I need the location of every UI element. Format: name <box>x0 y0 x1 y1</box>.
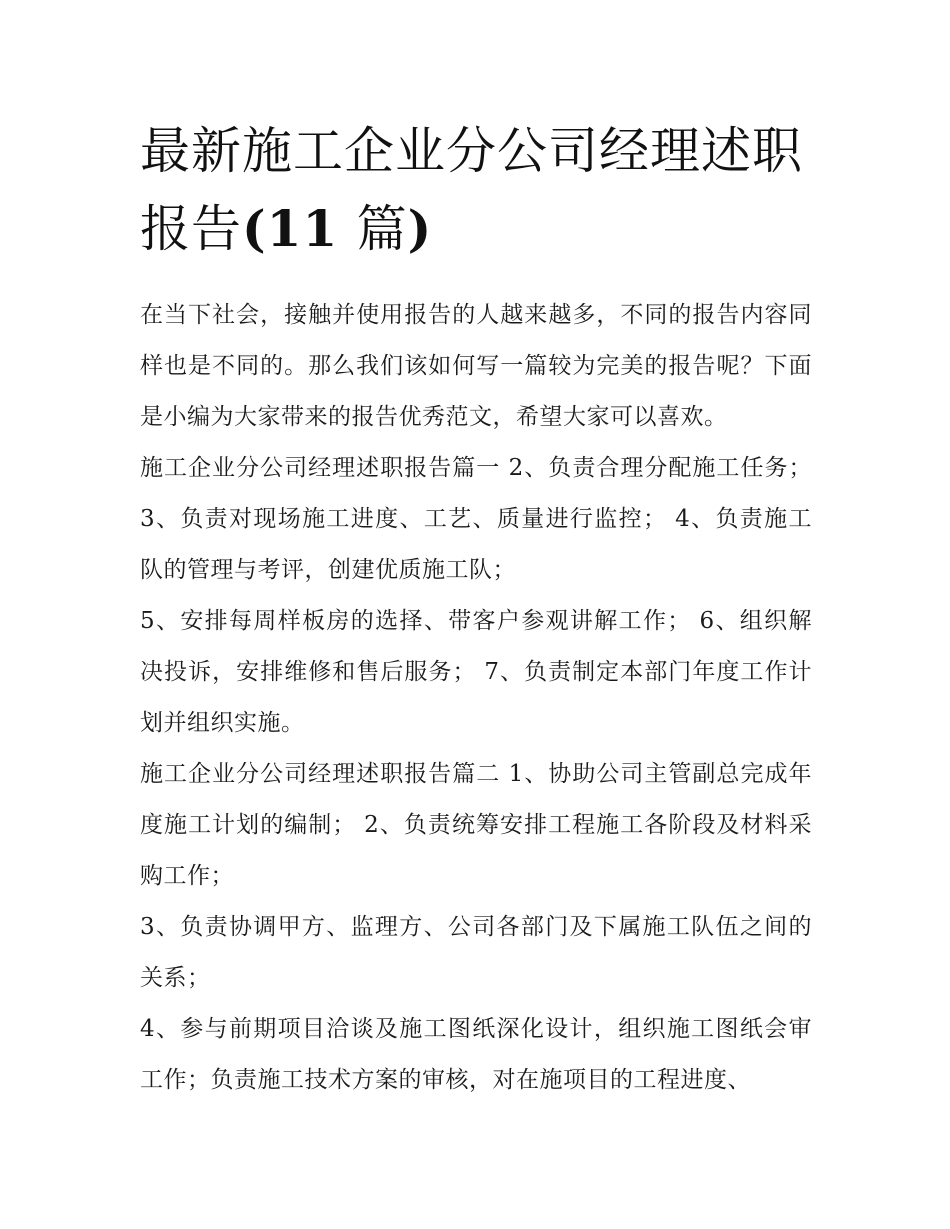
title-line-2-count-close: ) <box>407 199 433 258</box>
title-line-1: 最新施工企业分公司经理述职 <box>140 122 803 180</box>
title-line-2-count-open: (11 <box>242 199 357 258</box>
paragraph-report-1-cont: 5、安排每周样板房的选择、带客户参观讲解工作； 6、组织解决投诉，安排维修和售后服务； 7、负责制定本部门年度工作计划并组织实施。 <box>140 608 812 736</box>
paragraph-report-2-item-4: 4、参与前期项目洽谈及施工图纸深化设计，组织施工图纸会审工作；负责施工技术方案的审核，对在施项目的工程进度、 <box>140 1016 812 1093</box>
title-line-2-unit: 篇 <box>356 200 408 258</box>
paragraph-report-2: 施工企业分公司经理述职报告篇二 1、协助公司主管副总完成年度施工计划的编制； 2、负责统筹安排工程施工各阶段及材料采购工作； <box>140 761 812 889</box>
paragraph-report-1: 施工企业分公司经理述职报告篇一 2、负责合理分配施工任务； 3、负责对现场施工进度、工艺、质量进行监控； 4、负责施工队的管理与考评，创建优质施工队； <box>140 455 812 583</box>
title-line-2-text: 报告 <box>140 200 242 258</box>
paragraph-intro: 在当下社会，接触并使用报告的人越来越多，不同的报告内容同样也是不同的。那么我们该如何写一篇较为完美的报告呢？下面是小编为大家带来的报告优秀范文，希望大家可以喜欢。 <box>140 302 812 430</box>
paragraph-report-2-item-3: 3、负责协调甲方、监理方、公司各部门及下属施工队伍之间的关系； <box>140 914 812 991</box>
document-page <box>140 112 812 1106</box>
document-body <box>140 290 812 1106</box>
document-title <box>140 112 812 268</box>
